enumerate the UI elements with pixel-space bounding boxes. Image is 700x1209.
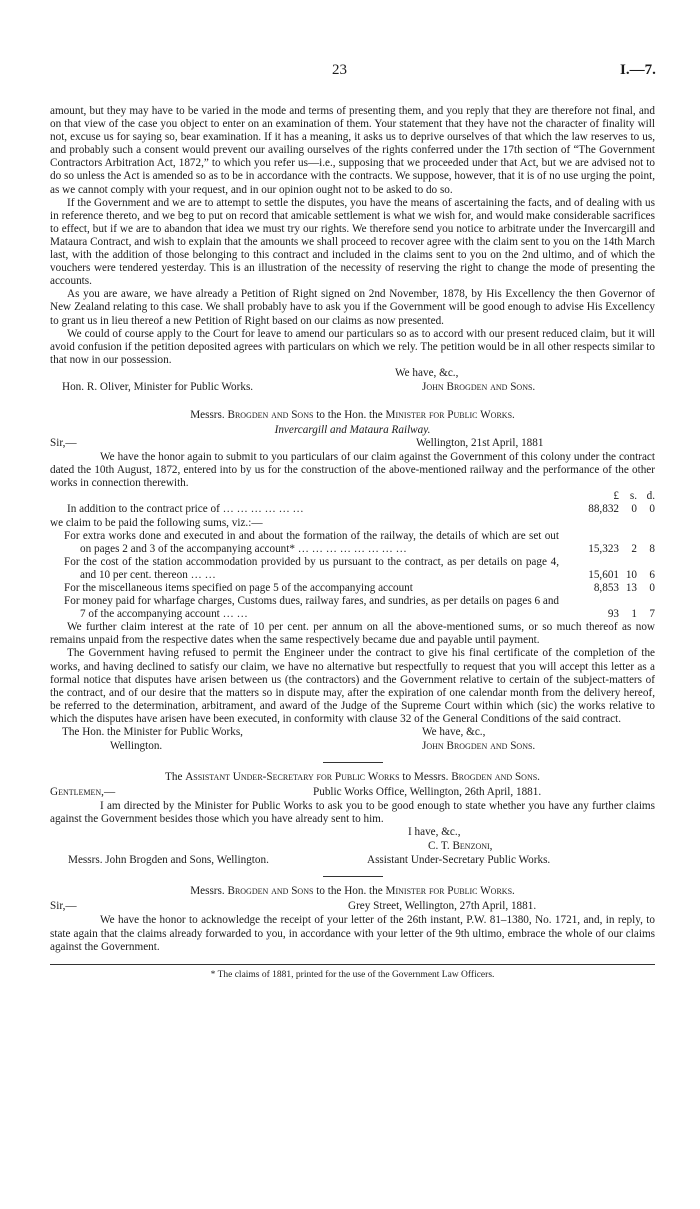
letter3-addressee: Messrs. John Brogden and Sons, Wellington. <box>68 854 269 867</box>
letter2-heading <box>50 409 655 422</box>
amount-pounds: 15,601 <box>588 568 619 581</box>
pence-header: d. <box>646 490 655 503</box>
letter2-heading-mid: to the Hon. the <box>313 408 386 421</box>
letter2-addressee-city: Wellington. <box>110 740 163 753</box>
section-divider <box>323 876 383 877</box>
letter3-addressee-row <box>50 854 655 868</box>
amount-pence: 8 <box>649 542 655 555</box>
letter3-salutation: Gentlemen,— <box>50 786 116 799</box>
letter2-intro: We have the honor again to submit to you particulars of our claim against the Government of this colony under the contract dated the 10th August, 1872, entered into by us for the construction of the above-mentioned railway and the performance of the other works in connection therewith. <box>50 451 655 490</box>
amount-pounds: 88,832 <box>588 503 619 516</box>
letter4-heading-pre: Messrs. <box>190 885 228 898</box>
document-body <box>50 105 655 982</box>
letter1-closing-row <box>50 367 655 381</box>
letter3-heading-to: Brogden and Sons. <box>451 771 540 784</box>
letter3-heading-mid: to Messrs. <box>399 771 452 784</box>
letter4-heading-to: Minister for Public Works. <box>385 885 515 898</box>
letter4-heading <box>50 885 655 898</box>
contract-price-row <box>50 503 655 516</box>
letter3-dateline: Public Works Office, Wellington, 26th April, 1881. <box>313 786 542 799</box>
claim-item-text: For the cost of the station accommodation provided by us pursuant to the contract, as per details on page 4, and 10 per cent. thereon … … <box>64 555 559 581</box>
letter3-title: Assistant Under-Secretary Public Works. <box>367 854 551 867</box>
letter3-body: I am directed by the Minister for Public Works to ask you to be good enough to state whether you have any further claims against the Government besides those which you have already sent to him. <box>50 800 655 826</box>
footnote: * The claims of 1881, printed for the use of the Government Law Officers. <box>210 969 495 980</box>
claim-item <box>50 595 655 621</box>
letter2-heading-to: Minister for Public Works. <box>385 408 515 421</box>
amount-shillings: 0 <box>631 503 637 516</box>
amount-pounds: 93 <box>607 608 619 621</box>
amount-pounds: 8,853 <box>593 582 619 594</box>
letter4-salutation-row <box>50 900 655 914</box>
letter3-closing-row <box>50 826 655 840</box>
letter2-heading-pre: Messrs. <box>190 408 228 421</box>
claim-item-text: For extra works done and executed in and about the formation of the railway, the details of which are set out on pages 2 and 3 of the accompanying account* … … … … … … … … <box>64 529 559 555</box>
letter2-closing-row <box>50 726 655 740</box>
letter1-signature: John Brogden and Sons. <box>422 380 536 393</box>
letter3-salutation-row <box>50 786 655 800</box>
letter3-signatory-row <box>50 840 655 854</box>
footnote-divider <box>50 964 655 965</box>
letter2-signature: John Brogden and Sons. <box>422 740 536 753</box>
letter2-interest-paragraph: We further claim interest at the rate of 10 per cent. per annum on all the above-mentioned sums, or so much thereof as now remains unpaid from the respective dates when the same respectively became due and payable until payment. <box>50 621 655 647</box>
amount-pence: 6 <box>649 568 655 581</box>
letter2-salutation-row <box>50 437 655 451</box>
letter1-paragraph-3: As you are aware, we have already a Petition of Right signed on 2nd November, 1878, by His Excellency the then Governor of New Zealand relating to this case. We shall probably have to ask you if the Government will be good enough to advise His Excellency to grant us in lieu thereof a new Petition of Right based on our claims as now presented. <box>50 288 655 327</box>
amount-pounds: 15,323 <box>588 542 619 555</box>
letter3-signatory: C. T. Benzoni, <box>428 840 493 853</box>
contract-price-text: In addition to the contract price of … … … … … … <box>67 503 304 516</box>
letter2-dateline: Wellington, 21st April, 1881 <box>416 437 544 450</box>
amount-shillings: 1 <box>631 608 637 621</box>
letter4-dateline: Grey Street, Wellington, 27th April, 1881. <box>348 900 537 913</box>
letter1-paragraph-4: We could of course apply to the Court for leave to amend our particulars so as to accord with our present reduced claim, but it will avoid confusion if the petition deposited agrees with particulars on which we rely. The petition would be in all other respects similar to that now in our possession. <box>50 327 655 366</box>
letter1-paragraph-2: If the Government and we are to attempt to settle the disputes, you have the means of ascertaining the facts, and of dealing with us in reference thereto, and we beg to put on record that amicable settlement is what we wish for, and would make considerable sacrifices to effect, but if we are to abandon that idea we must try our rights. We therefore send you notice to arbitrate under the Invercargill and Mataura Contract, and wish to explain that the amounts we shall proceed to recover agree with the claim sent to you on the 14th March last, with the addition of those belonging to this contract and included in the claims sent to you on the 2nd ultimo, and of which the vouchers were tendered yesterday. This is an illustration of the necessity of reserving the right to change the mode of presenting the accounts. <box>50 196 655 288</box>
section-divider <box>323 762 383 763</box>
letter4-body: We have the honor to acknowledge the receipt of your letter of the 26th instant, P.W. 81–1380, No. 1721, and, in reply, to state again that the claims already forwarded to you, in accordance with your letter of the 9th ultimo, embrace the whole of our claims against the Government. <box>50 914 655 953</box>
amount-shillings: 10 <box>625 568 637 581</box>
letter2-signature-row <box>50 740 655 754</box>
letter2-addressee: The Hon. the Minister for Public Works, <box>62 726 243 739</box>
letter1-paragraph-1: amount, but they may have to be varied in the mode and terms of presenting them, and you reply that they are therefore not final, and on that view of the case you object to enter on an examination of them. Your statement that they have not the character of finality will not, excuse us for saying so, bear examination. If it has a meaning, it asks us to deprive ourselves of that which the law reserves to us, and probably such a consent would prevent our availing ourselves of the rights conferred under the 17th section of “The Government Contractors Arbitration Act, 1872,” to which you refer us—i.e., supposing that we proceeded under that Act, but we are advised not to do so unless the Act is amended so as to be in accordance with the contracts. We suppose, however, that it is of no use urging the point, as we cannot comply with your request, and in our opinion ought not to be asked to do so. <box>50 105 655 196</box>
page-number: 23 <box>332 62 347 78</box>
letter2-arbitration-paragraph: The Government having refused to permit the Engineer under the contract to give his final certificate of the completion of the works, and having declined to satisfy our claim, we have no alternative but respectfully to request that you will accept this letter as a formal notice that disputes have arisen between us (the contractors) and the Government relative to certain of the subject-matters of the contract, and of our desire that the matters so in dispute may, after the expiration of one calendar month from the delivery hereof, be referred to the determination, arbitrament, and award of the Judge of the Supreme Court within which (sic) the works relative to which the disputes have arisen have been executed, in conformity with clause 32 of the General Conditions of the said contract. <box>50 647 655 725</box>
amount-shillings: 13 <box>625 582 637 594</box>
claim-item <box>50 556 655 582</box>
letter3-heading <box>50 771 655 784</box>
claim-item <box>50 582 655 595</box>
letter2-heading-from: Brogden and Sons <box>227 408 314 421</box>
letter4-heading-from: Brogden and Sons <box>227 885 314 898</box>
claim-item <box>50 530 655 556</box>
letter2-subheading: Invercargill and Mataura Railway. <box>274 423 431 436</box>
amount-pence: 0 <box>649 503 655 516</box>
pounds-header: £ <box>613 490 619 503</box>
letter2-closing: We have, &c., <box>422 726 486 739</box>
claim-item-text: For money paid for wharfage charges, Customs dues, railway fares, and sundries, as per details on pages 6 and 7 of the accompanying account … … <box>64 595 560 621</box>
amount-shillings: 2 <box>631 542 637 555</box>
letter4-heading-mid: to the Hon. the <box>313 885 386 898</box>
letter1-closing: We have, &c., <box>395 366 459 379</box>
letter1-addressee: Hon. R. Oliver, Minister for Public Works. <box>62 380 254 393</box>
letter3-heading-from: Assistant Under-Secretary for Public Works <box>185 771 400 784</box>
letter1-signature-row <box>50 381 655 395</box>
shillings-header: s. <box>629 490 637 503</box>
amount-pence: 7 <box>649 608 655 621</box>
letter4-salutation: Sir,— <box>50 900 77 913</box>
currency-header-row <box>50 490 655 503</box>
letter2-salutation: Sir,— <box>50 437 77 450</box>
claim-item-text: For the miscellaneous items specified on page 5 of the accompanying account <box>64 582 413 594</box>
amount-pence: 0 <box>649 582 655 594</box>
letter3-heading-pre: The <box>165 771 186 784</box>
document-reference: I.—7. <box>620 62 656 78</box>
claim-lead: we claim to be paid the following sums, viz.:— <box>50 516 263 529</box>
letter3-closing: I have, &c., <box>408 826 461 839</box>
